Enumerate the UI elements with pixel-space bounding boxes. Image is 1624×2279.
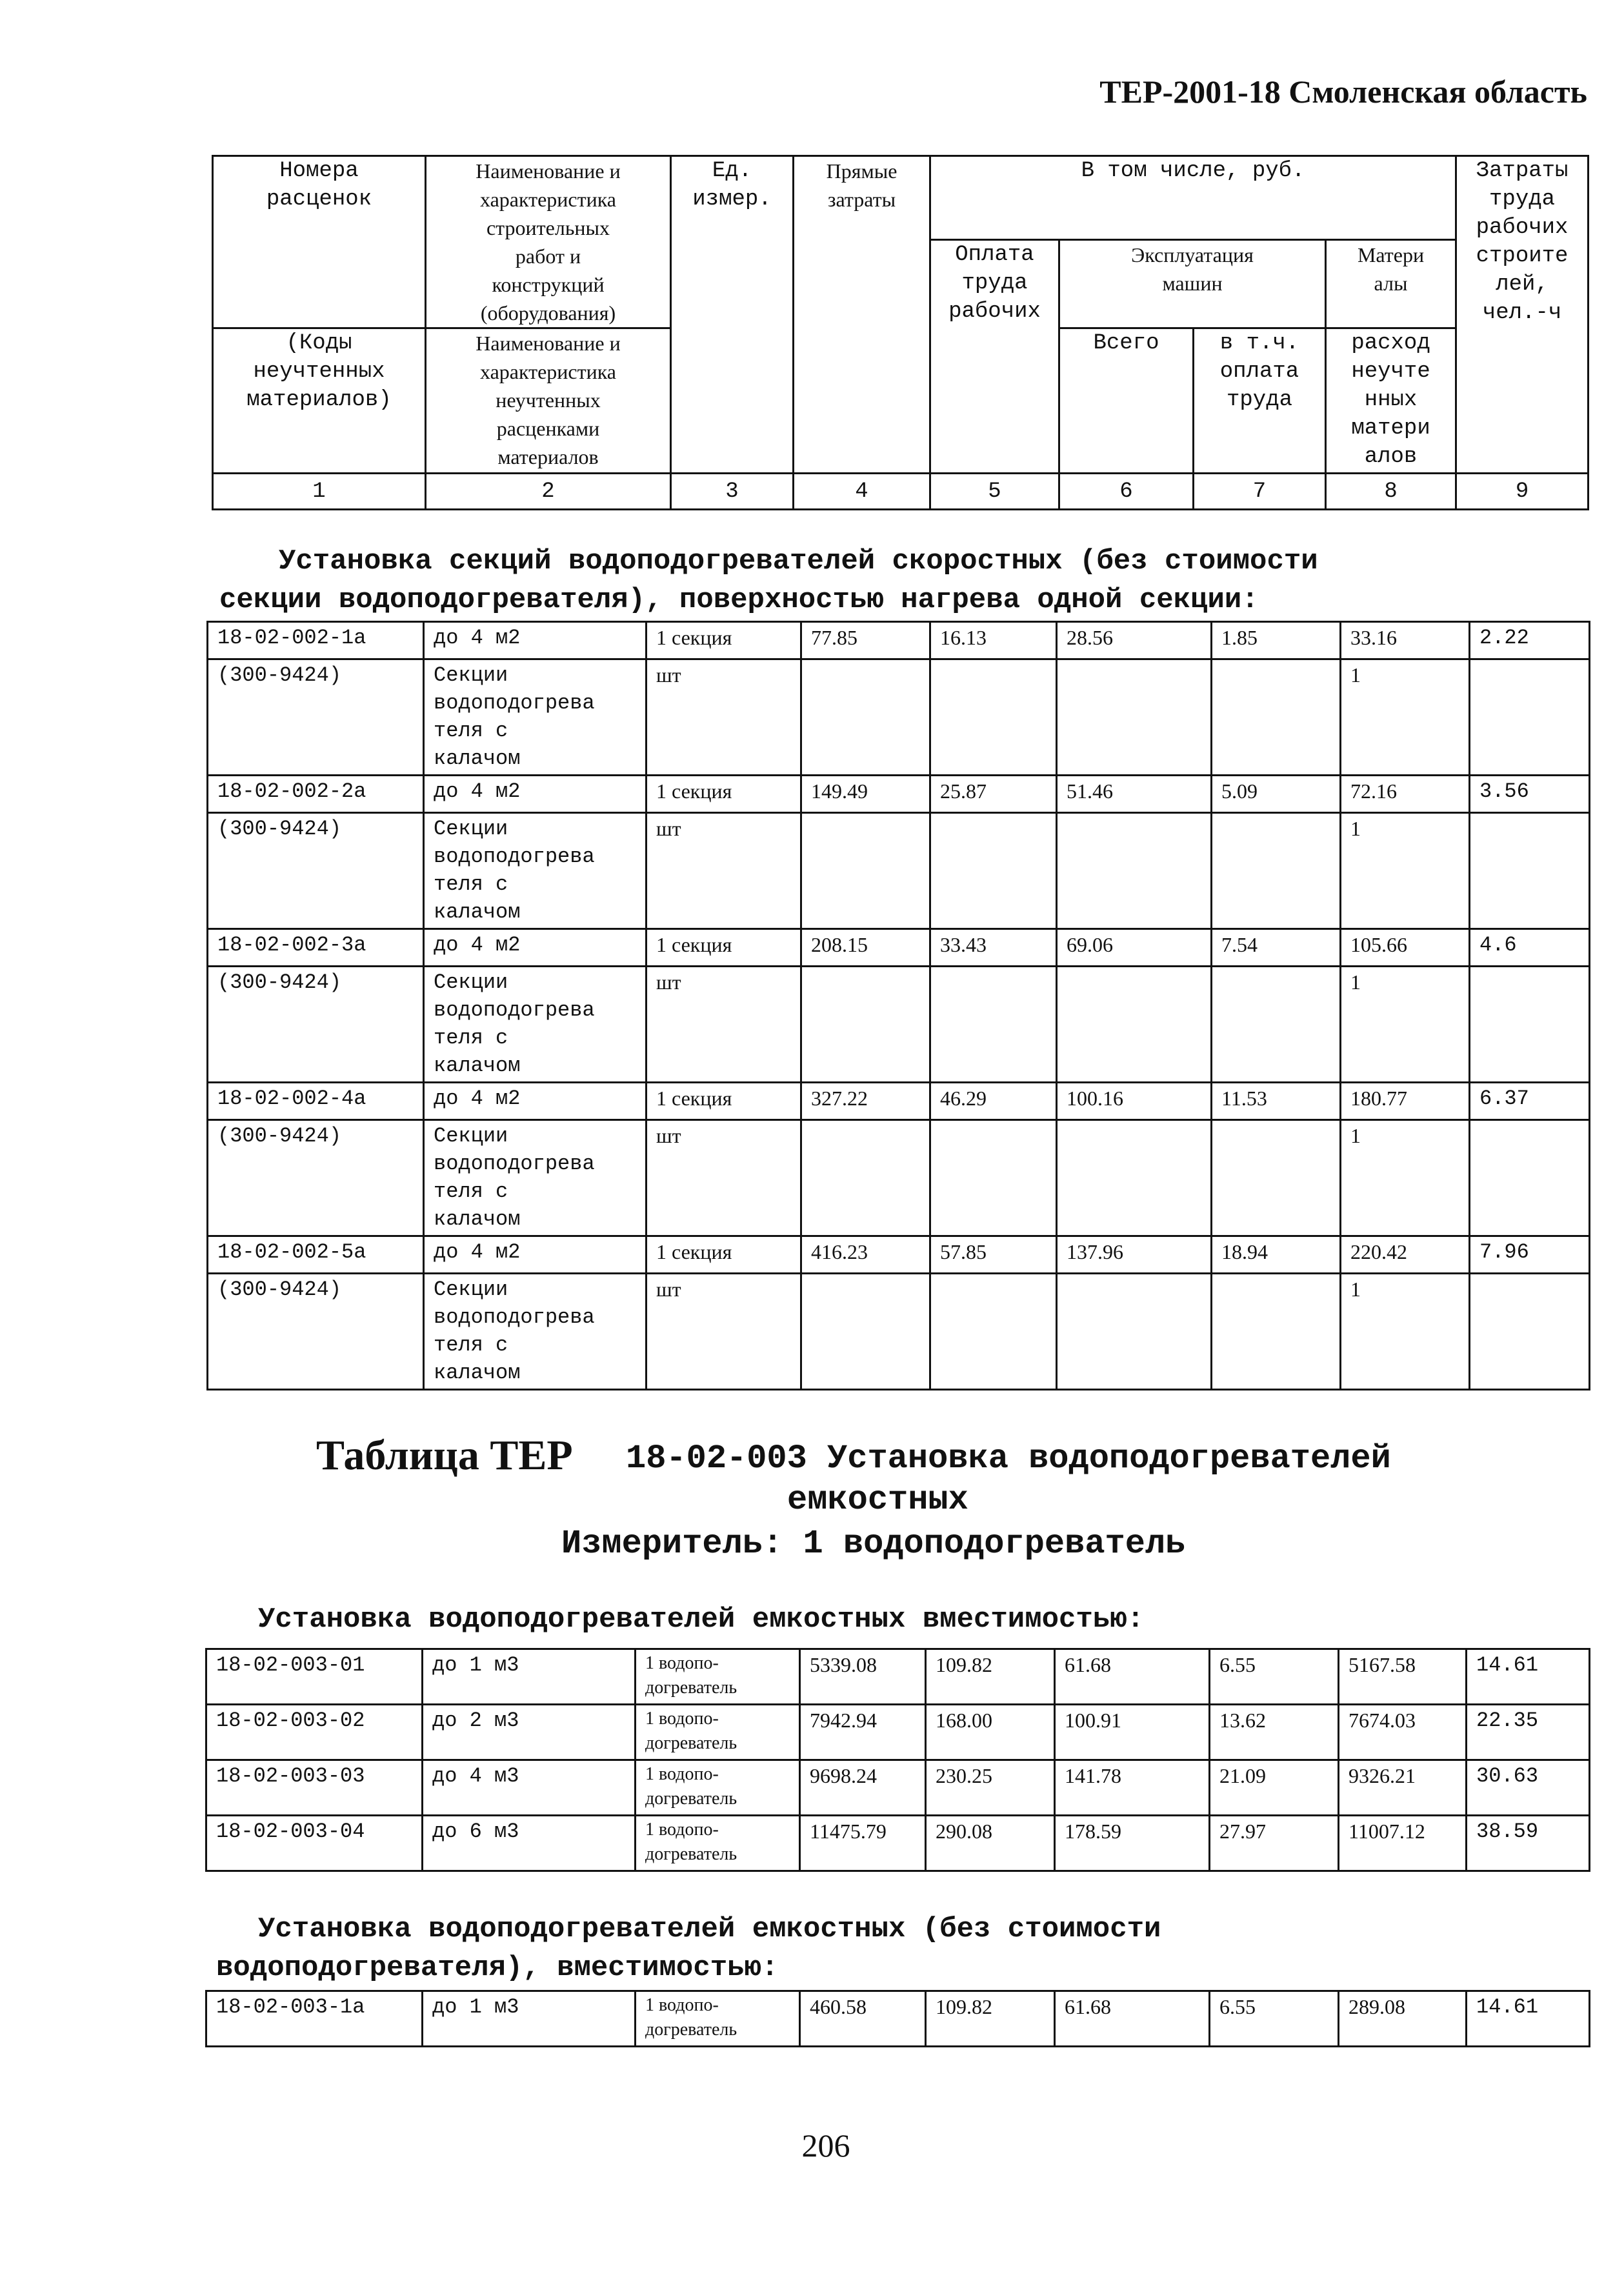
section3-title-line2: водоподогревателя), вместимостью:: [216, 1952, 779, 1984]
rate-code: 18-02-003-04: [206, 1816, 423, 1871]
material-code: (300-9424): [208, 659, 424, 776]
machine-cost: 178.59: [1055, 1816, 1210, 1871]
direct-cost: 460.58: [800, 1991, 926, 2047]
material-name-line: теля с: [434, 872, 508, 896]
empty-cell: [1470, 1120, 1590, 1236]
work-name: до 4 м3: [423, 1760, 636, 1816]
material-name: [424, 967, 647, 1083]
header-line: (Коды: [286, 331, 352, 356]
col-name-subheader: [426, 328, 671, 474]
unit-line: догреватель: [645, 1789, 737, 1809]
material-cost: 7674.03: [1339, 1705, 1467, 1760]
wage-cost: 25.87: [930, 776, 1057, 813]
unit: [636, 1649, 800, 1705]
material-row: [208, 813, 1590, 929]
material-name-line: калачом: [434, 747, 521, 770]
header-line: матери: [1351, 416, 1430, 441]
unit: 1 секция: [647, 929, 801, 967]
running-header: ТЕР-2001-18 Смоленская область: [1099, 74, 1587, 110]
empty-cell: [930, 1274, 1057, 1390]
direct-cost: 416.23: [801, 1236, 930, 1274]
material-cost: 220.42: [1341, 1236, 1470, 1274]
col-direct-header: [794, 156, 930, 474]
unit-line: догреватель: [645, 1733, 737, 1753]
header-line: материалов: [497, 445, 599, 468]
material-name-line: Секции: [434, 817, 508, 841]
header-line: Затраты: [1476, 159, 1569, 183]
direct-cost: 149.49: [801, 776, 930, 813]
column-number: 8: [1326, 474, 1456, 510]
material-cost: 33.16: [1341, 622, 1470, 659]
empty-cell: [1212, 967, 1341, 1083]
material-name-line: теля с: [434, 1026, 508, 1050]
machine-cost: 28.56: [1057, 622, 1212, 659]
empty-cell: [1057, 659, 1212, 776]
machine-cost: 51.46: [1057, 776, 1212, 813]
material-name-line: Секции: [434, 1124, 508, 1148]
column-number: 6: [1059, 474, 1194, 510]
header-line: строите: [1476, 244, 1569, 268]
machine-cost: 100.16: [1057, 1083, 1212, 1120]
col-including-header: В том числе, руб.: [930, 156, 1456, 240]
material-qty: 1: [1341, 1120, 1470, 1236]
section1-title: [219, 542, 1587, 619]
header-line: оплата: [1219, 359, 1299, 384]
rate-code: 18-02-002-4а: [208, 1083, 424, 1120]
material-name-line: водоподогрева: [434, 1152, 595, 1176]
rate-code: 18-02-003-1а: [206, 1991, 423, 2047]
header-line: расценками: [496, 417, 600, 440]
header-line: материалов): [246, 388, 392, 412]
empty-cell: [930, 967, 1057, 1083]
empty-cell: [1470, 813, 1590, 929]
column-number: 1: [213, 474, 426, 510]
machine-wage-cost: 7.54: [1212, 929, 1341, 967]
section2-title: Установка водоподогревателей емкостных вместимостью:: [258, 1603, 1145, 1636]
header-line: алы: [1374, 272, 1408, 295]
empty-cell: [1212, 1274, 1341, 1390]
header-line: алов: [1364, 445, 1418, 469]
table-row: [208, 622, 1590, 659]
material-name: [424, 1274, 647, 1390]
empty-cell: [1057, 967, 1212, 1083]
unit-line: 1 водопо-: [645, 1995, 719, 2015]
unit: 1 секция: [647, 1083, 801, 1120]
unit: [636, 1991, 800, 2047]
machine-wage-cost: 6.55: [1210, 1991, 1339, 2047]
rate-code: 18-02-002-2а: [208, 776, 424, 813]
unit-line: 1 водопо-: [645, 1764, 719, 1784]
material-name-line: Секции: [434, 1278, 508, 1301]
table-row: [208, 929, 1590, 967]
material-name: [424, 659, 647, 776]
section3-title: [216, 1910, 1584, 1987]
header-line: машин: [1162, 272, 1223, 295]
empty-cell: [930, 659, 1057, 776]
col-labor-header: [1456, 156, 1589, 474]
direct-cost: 327.22: [801, 1083, 930, 1120]
material-unit: шт: [647, 1120, 801, 1236]
column-number: 2: [426, 474, 671, 510]
unit: [636, 1816, 800, 1871]
table-title-line2: емкостных: [787, 1481, 968, 1519]
labor-cost: 30.63: [1467, 1760, 1590, 1816]
header-line: Эксплуатация: [1131, 243, 1254, 266]
material-name-line: теля с: [434, 719, 508, 743]
header-line: Наименование и: [476, 332, 621, 355]
labor-cost: 14.61: [1467, 1649, 1590, 1705]
labor-cost: 14.61: [1467, 1991, 1590, 2047]
material-row: [208, 967, 1590, 1083]
work-name: до 4 м2: [424, 1236, 647, 1274]
header-line: неучте: [1351, 359, 1430, 384]
unit-line: 1 водопо-: [645, 1820, 719, 1840]
unit: [636, 1760, 800, 1816]
table-row: [206, 1705, 1590, 1760]
material-name-line: калачом: [434, 900, 521, 924]
material-name-line: водоподогрева: [434, 1305, 595, 1329]
empty-cell: [930, 813, 1057, 929]
direct-cost: 9698.24: [800, 1760, 926, 1816]
material-name-line: водоподогрева: [434, 845, 595, 868]
unit: 1 секция: [647, 1236, 801, 1274]
header-line: Прямые: [826, 159, 897, 183]
rate-code: 18-02-002-5а: [208, 1236, 424, 1274]
direct-cost: 208.15: [801, 929, 930, 967]
material-name: [424, 813, 647, 929]
material-cost: 180.77: [1341, 1083, 1470, 1120]
empty-cell: [1057, 813, 1212, 929]
header-line: расценок: [266, 187, 372, 212]
labor-cost: 6.37: [1470, 1083, 1590, 1120]
col-machines-header: [1059, 240, 1326, 328]
col-wage-header: [930, 240, 1059, 474]
wage-cost: 109.82: [926, 1991, 1055, 2047]
material-name-line: калачом: [434, 1054, 521, 1078]
work-name: до 2 м3: [423, 1705, 636, 1760]
machine-wage-cost: 13.62: [1210, 1705, 1339, 1760]
wage-cost: 109.82: [926, 1649, 1055, 1705]
header-line: Матери: [1357, 243, 1425, 266]
col-codes-header: [213, 156, 426, 328]
material-qty: 1: [1341, 967, 1470, 1083]
section1-table: [206, 621, 1590, 1390]
header-line: затраты: [827, 188, 896, 211]
header-line: труда: [1489, 187, 1556, 212]
material-code: (300-9424): [208, 1120, 424, 1236]
empty-cell: [930, 1120, 1057, 1236]
material-cost: 105.66: [1341, 929, 1470, 967]
unit-line: 1 водопо-: [645, 1653, 719, 1673]
material-unit: шт: [647, 967, 801, 1083]
table-row: [206, 1991, 1590, 2047]
material-name-line: водоподогрева: [434, 998, 595, 1022]
material-row: [208, 1120, 1590, 1236]
material-qty: 1: [1341, 1274, 1470, 1390]
table-row: [206, 1816, 1590, 1871]
header-line: расход: [1351, 331, 1430, 356]
material-qty: 1: [1341, 813, 1470, 929]
wage-cost: 230.25: [926, 1760, 1055, 1816]
wage-cost: 46.29: [930, 1083, 1057, 1120]
wage-cost: 168.00: [926, 1705, 1055, 1760]
material-name-line: водоподогрева: [434, 691, 595, 715]
machine-cost: 100.91: [1055, 1705, 1210, 1760]
unit: 1 секция: [647, 622, 801, 659]
direct-cost: 5339.08: [800, 1649, 926, 1705]
header-line: Номера: [279, 159, 359, 183]
column-header-table: [212, 155, 1589, 510]
wage-cost: 57.85: [930, 1236, 1057, 1274]
column-number: 4: [794, 474, 930, 510]
empty-cell: [1212, 659, 1341, 776]
material-name-line: Секции: [434, 663, 508, 687]
col-mach-wage-header: [1194, 328, 1326, 474]
empty-cell: [1470, 1274, 1590, 1390]
table-row: [208, 776, 1590, 813]
machine-wage-cost: 18.94: [1212, 1236, 1341, 1274]
header-line: работ и: [515, 245, 581, 268]
material-name-line: Секции: [434, 970, 508, 994]
material-code: (300-9424): [208, 813, 424, 929]
header-line: характеристика: [480, 360, 616, 383]
material-name-line: теля с: [434, 1333, 508, 1357]
unit-line: догреватель: [645, 1844, 737, 1864]
section1-title-line2: секции водоподогревателя), поверхностью нагрева одной секции:: [219, 584, 1259, 616]
header-line: Наименование и: [476, 159, 621, 183]
work-name: до 4 м2: [424, 929, 647, 967]
column-number: 9: [1456, 474, 1589, 510]
labor-cost: 7.96: [1470, 1236, 1590, 1274]
machine-cost: 61.68: [1055, 1991, 1210, 2047]
header-line: рабочих: [948, 299, 1041, 324]
header-line: чел.-ч: [1482, 301, 1562, 325]
material-qty: 1: [1341, 659, 1470, 776]
rate-code: 18-02-002-3а: [208, 929, 424, 967]
header-line: труда: [961, 271, 1028, 296]
column-number: 5: [930, 474, 1059, 510]
material-name: [424, 1120, 647, 1236]
direct-cost: 77.85: [801, 622, 930, 659]
col-mach-total-header: Всего: [1059, 328, 1194, 474]
header-line: рабочих: [1476, 216, 1569, 240]
table-title-prefix: Таблица ТЕР: [316, 1432, 573, 1479]
table-row: [206, 1649, 1590, 1705]
column-number: 3: [671, 474, 794, 510]
col-materials-header: [1326, 240, 1456, 328]
empty-cell: [801, 1274, 930, 1390]
column-number-row: [213, 474, 1589, 510]
machine-wage-cost: 27.97: [1210, 1816, 1339, 1871]
machine-cost: 61.68: [1055, 1649, 1210, 1705]
table-measure: Измеритель: 1 водоподогреватель: [561, 1525, 1186, 1563]
empty-cell: [1470, 967, 1590, 1083]
material-name-line: теля с: [434, 1180, 508, 1203]
labor-cost: 38.59: [1467, 1816, 1590, 1871]
material-unit: шт: [647, 1274, 801, 1390]
empty-cell: [1212, 1120, 1341, 1236]
unit-line: 1 водопо-: [645, 1709, 719, 1729]
material-unit: шт: [647, 659, 801, 776]
unit-line: догреватель: [645, 1678, 737, 1698]
section1-title-line1: Установка секций водоподогревателей скоростных (без стоимости: [279, 545, 1318, 577]
unit: 1 секция: [647, 776, 801, 813]
labor-cost: 22.35: [1467, 1705, 1590, 1760]
table-row: [208, 1083, 1590, 1120]
empty-cell: [1212, 813, 1341, 929]
table-row: [208, 1236, 1590, 1274]
header-line: Оплата: [955, 243, 1034, 267]
material-row: [208, 1274, 1590, 1390]
material-name-line: калачом: [434, 1207, 521, 1231]
rate-code: 18-02-003-01: [206, 1649, 423, 1705]
header-line: неучтенных: [253, 359, 385, 384]
rate-code: 18-02-003-02: [206, 1705, 423, 1760]
table-row: [206, 1760, 1590, 1816]
material-unit: шт: [647, 813, 801, 929]
empty-cell: [801, 659, 930, 776]
machine-cost: 69.06: [1057, 929, 1212, 967]
unit-line: догреватель: [645, 2020, 737, 2040]
machine-cost: 141.78: [1055, 1760, 1210, 1816]
header-line: (оборудования): [480, 301, 616, 325]
col-name-header: [426, 156, 671, 328]
header-line: Ед.: [712, 159, 752, 183]
page-number: 206: [801, 2127, 850, 2164]
material-name-line: калачом: [434, 1361, 521, 1385]
work-name: до 1 м3: [423, 1991, 636, 2047]
header-line: нных: [1364, 388, 1418, 412]
material-code: (300-9424): [208, 1274, 424, 1390]
material-cost: 289.08: [1339, 1991, 1467, 2047]
labor-cost: 4.6: [1470, 929, 1590, 967]
empty-cell: [801, 967, 930, 1083]
empty-cell: [801, 1120, 930, 1236]
material-cost: 5167.58: [1339, 1649, 1467, 1705]
work-name: до 6 м3: [423, 1816, 636, 1871]
labor-cost: 2.22: [1470, 622, 1590, 659]
material-cost: 11007.12: [1339, 1816, 1467, 1871]
table-title-line1: 18-02-003 Установка водоподогревателей: [626, 1440, 1391, 1478]
work-name: до 4 м2: [424, 776, 647, 813]
direct-cost: 7942.94: [800, 1705, 926, 1760]
header-line: характеристика: [480, 188, 616, 211]
material-row: [208, 659, 1590, 776]
col-unit-header: [671, 156, 794, 474]
wage-cost: 33.43: [930, 929, 1057, 967]
empty-cell: [1057, 1274, 1212, 1390]
machine-wage-cost: 1.85: [1212, 622, 1341, 659]
header-line: труда: [1226, 388, 1293, 412]
empty-cell: [1057, 1120, 1212, 1236]
header-line: в т.ч.: [1219, 331, 1299, 356]
machine-wage-cost: 5.09: [1212, 776, 1341, 813]
work-name: до 1 м3: [423, 1649, 636, 1705]
machine-wage-cost: 11.53: [1212, 1083, 1341, 1120]
section3-title-line1: Установка водоподогревателей емкостных (без стоимости: [258, 1913, 1161, 1945]
unit: [636, 1705, 800, 1760]
work-name: до 4 м2: [424, 622, 647, 659]
rate-code: 18-02-002-1а: [208, 622, 424, 659]
machine-wage-cost: 6.55: [1210, 1649, 1339, 1705]
wage-cost: 290.08: [926, 1816, 1055, 1871]
header-line: неучтенных: [496, 388, 601, 412]
empty-cell: [1470, 659, 1590, 776]
header-line: строительных: [486, 216, 610, 239]
header-line: конструкций: [492, 273, 605, 296]
header-line: измер.: [692, 187, 772, 212]
col-mat-sub-header: [1326, 328, 1456, 474]
section3-table: [205, 1990, 1590, 2047]
rate-code: 18-02-003-03: [206, 1760, 423, 1816]
direct-cost: 11475.79: [800, 1816, 926, 1871]
labor-cost: 3.56: [1470, 776, 1590, 813]
wage-cost: 16.13: [930, 622, 1057, 659]
machine-cost: 137.96: [1057, 1236, 1212, 1274]
col-codes-subheader: [213, 328, 426, 474]
machine-wage-cost: 21.09: [1210, 1760, 1339, 1816]
work-name: до 4 м2: [424, 1083, 647, 1120]
material-cost: 72.16: [1341, 776, 1470, 813]
column-number: 7: [1194, 474, 1326, 510]
material-code: (300-9424): [208, 967, 424, 1083]
header-line: лей,: [1496, 272, 1549, 297]
section2-table: [205, 1648, 1590, 1872]
material-cost: 9326.21: [1339, 1760, 1467, 1816]
empty-cell: [801, 813, 930, 929]
